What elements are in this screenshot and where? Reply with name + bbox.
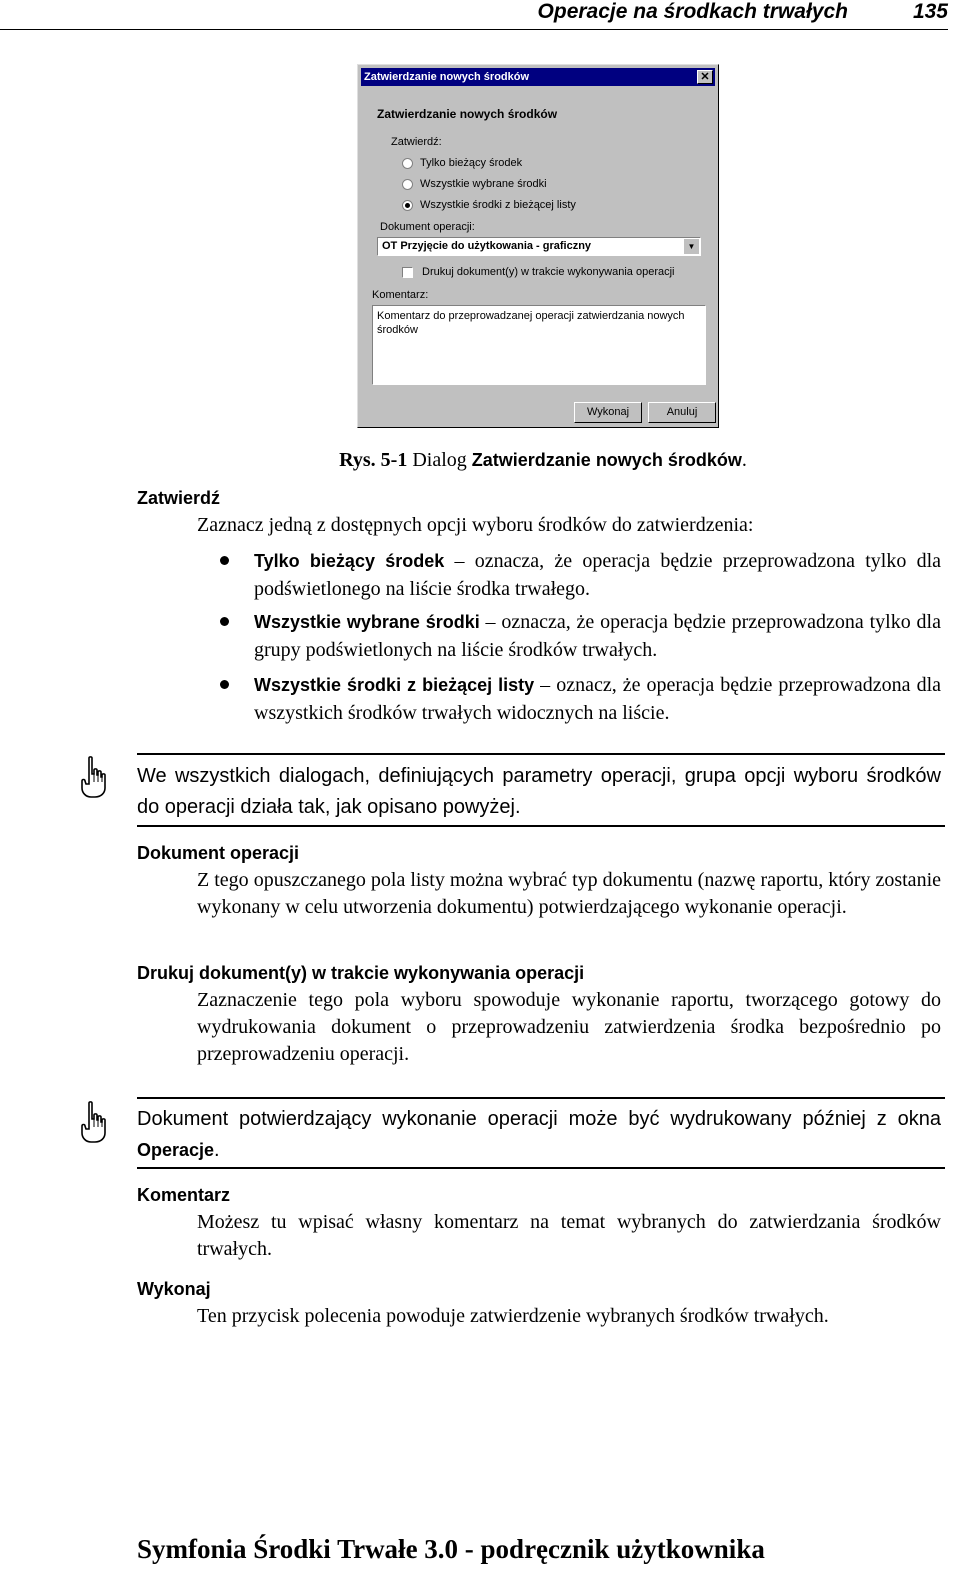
document-description: Z tego opuszczanego pola listy można wybrać typ dokumentu (nazwę raportu, który zostanie wykonany w celu utworzenia dokumentu) potwierdzającego wykonanie operacji. [197,869,941,918]
bullet-text: – oznacza, że operacja będzie przeprowadzona tylko dla grupy podświetlonych na liście środków trwałych. [254,611,941,661]
print-checkbox[interactable] [402,267,413,278]
chevron-down-icon[interactable]: ▼ [684,239,699,254]
caption-text: Dialog [407,449,472,471]
dialog-heading: Zatwierdzanie nowych środków [377,107,558,121]
pointing-hand-icon [80,756,106,798]
pointing-hand-icon [80,1101,106,1143]
approve-label: Zatwierdź: [391,136,442,148]
execute-description: Ten przycisk polecenia powoduje zatwierdzenie wybranych środków trwałych. [197,1305,829,1327]
comment-description: Możesz tu wpisać własny komentarz na temat wybranych do zatwierdzania środków trwałych. [197,1211,941,1260]
bullet-icon [220,680,229,689]
radio-icon[interactable] [402,158,413,169]
bullet-term: Wszystkie środki z bieżącej listy [254,675,535,695]
running-header-title: Operacje na środkach trwałych [537,0,848,23]
footer-title: Symfonia Środki Trwałe 3.0 - podręcznik użytkownika [137,1534,765,1564]
radio-all-items[interactable] [402,198,576,212]
caption-suffix: . [741,449,747,471]
note-rule-bottom [137,825,945,827]
print-checkbox-row[interactable] [402,266,674,278]
close-icon[interactable]: ✕ [697,70,713,84]
note-rule-bottom [137,1167,945,1169]
execute-button[interactable]: Wykonaj [574,402,642,423]
radio-icon[interactable] [402,179,413,190]
page-number: 135 [912,0,948,23]
bullet-term: Wszystkie wybrane środki [254,612,480,632]
print-checkbox-label: Drukuj dokument(y) w trakcie wykonywania operacji [422,266,675,278]
figure-caption [0,449,960,472]
cancel-button[interactable]: Anuluj [648,402,716,423]
note-end: . [214,1139,220,1161]
print-description: Zaznaczenie tego pola wyboru spowoduje wykonanie raportu, tworzącego gotowy do wydrukowania dokument o przeprowadzeniu zatwierdzenia środka bezpośrednio po przeprowadzeniu operacji. [197,989,941,1065]
comment-label: Komentarz: [372,289,429,301]
radio-checked-icon[interactable] [402,200,413,211]
term-comment: Komentarz [137,1185,231,1205]
note-options: We wszystkich dialogach, definiujących parametry operacji, grupa opcji wyboru środków do operacji działa tak, jak opisano powyżej. [137,765,941,818]
approve-intro: Zaznacz jedną z dostępnych opcji wyboru środków do zatwierdzenia: [197,514,754,536]
dialog-title-bar [361,68,715,86]
note-rule-top [137,753,945,755]
radio-selected-items[interactable] [402,177,547,191]
note-text: Dokument potwierdzający wykonanie operacji może być wydrukowany później z okna [137,1108,941,1130]
bullet-icon [220,617,229,626]
caption-dialog-name: Zatwierdzanie nowych środków [471,450,742,470]
comment-textarea[interactable]: Komentarz do przeprowadzanej operacji zatwierdzania nowych środków [372,305,706,385]
bullet-text: – oznacza, że operacja będzie przeprowadzona tylko dla podświetlonego na liście środka trwałego. [254,550,941,600]
bullet-item [254,547,941,603]
term-print: Drukuj dokument(y) w trakcie wykonywania operacji [137,963,585,983]
dialog-window [357,64,719,428]
caption-prefix: Rys. 5-1 [339,449,408,471]
dialog-title: Zatwierdzanie nowych środków [364,71,530,83]
header-rule [0,29,948,30]
note-rule-top [137,1097,945,1099]
bullet-term: Tylko bieżący środek [254,551,445,571]
radio-label: Tylko bieżący środek [420,157,523,169]
bullet-item [254,608,941,664]
term-approve: Zatwierdź [137,488,221,508]
bullet-item [254,671,941,727]
bullet-icon [220,556,229,565]
note-print-later [137,1104,941,1166]
term-execute: Wykonaj [137,1279,211,1299]
term-document: Dokument operacji [137,843,300,863]
document-select[interactable] [377,237,701,256]
document-select-value: OT Przyjęcie do użytkowania - graficzny [382,240,592,252]
radio-label: Wszystkie wybrane środki [420,178,547,190]
document-label: Dokument operacji: [380,221,475,233]
radio-label: Wszystkie środki z bieżącej listy [420,199,576,211]
note-window-name: Operacje [137,1140,215,1160]
radio-current-item[interactable] [402,156,522,170]
bullet-text: – oznacz, że operacja będzie przeprowadzona dla wszystkich środków trwałych widocznych na liście. [254,674,941,724]
